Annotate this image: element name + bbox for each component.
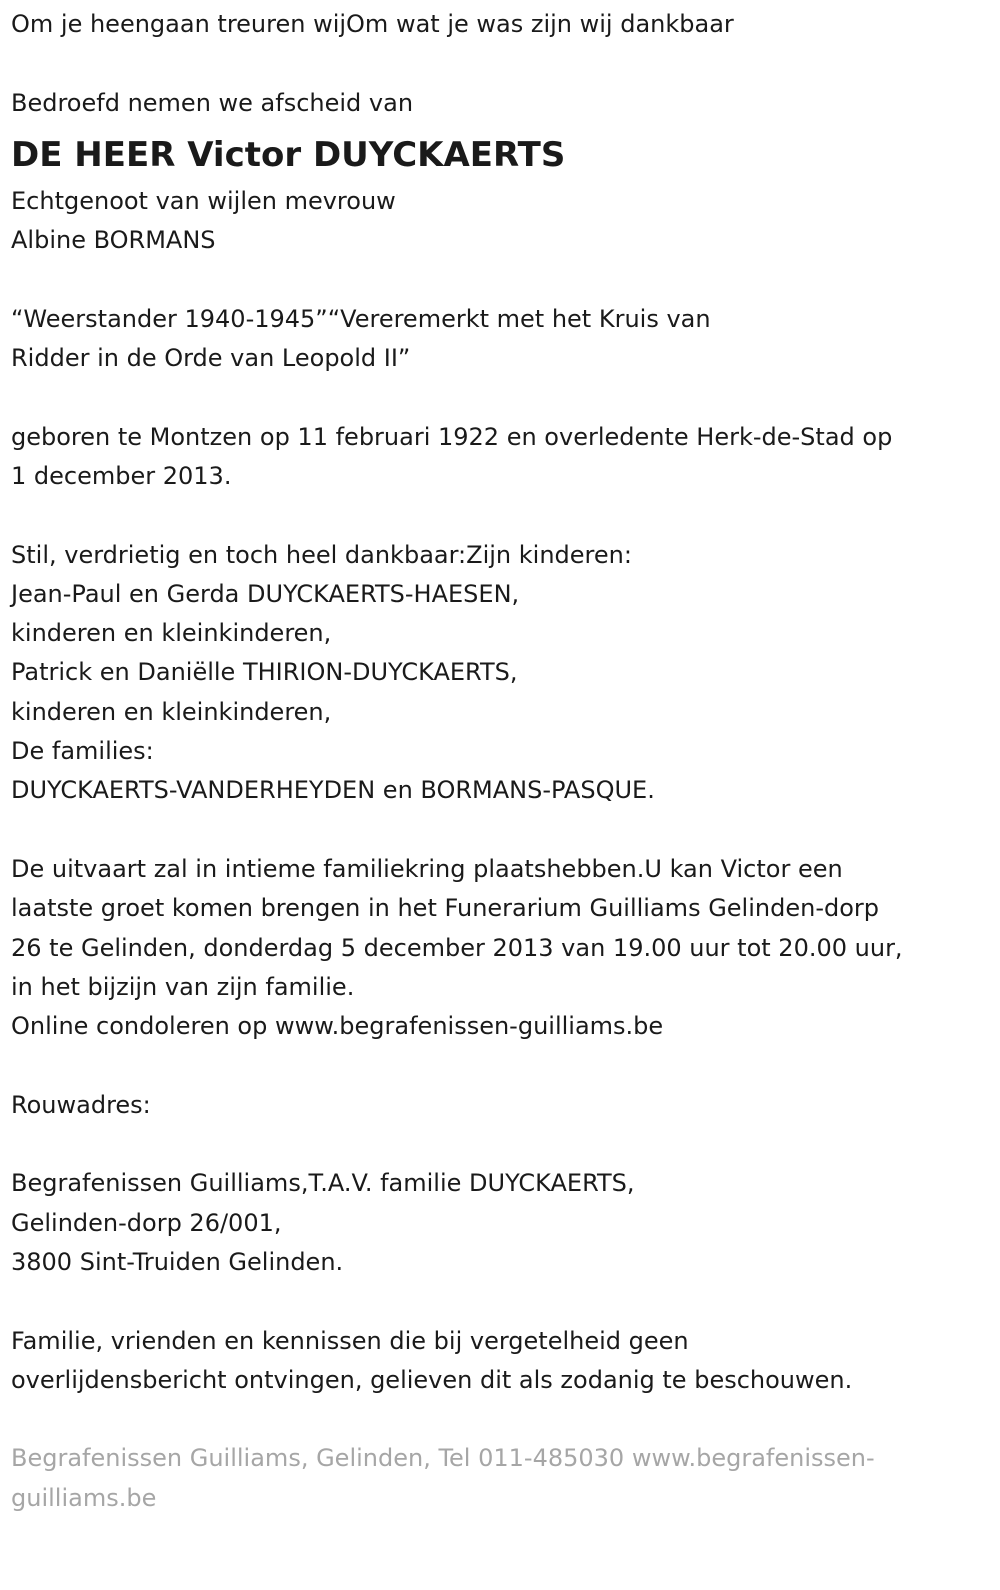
family-line: Jean-Paul en Gerda DUYCKAERTS-HAESEN, <box>11 579 520 608</box>
notice-line: overlijdensbericht ontvingen, gelieven dit als zodanig te beschouwen. <box>11 1365 853 1394</box>
address-line: Begrafenissen Guilliams,T.A.V. familie DUYCKAERTS, <box>11 1169 635 1198</box>
family-line: kinderen en kleinkinderen, <box>11 697 332 726</box>
deceased-name: DE HEER Victor DUYCKAERTS <box>11 134 566 175</box>
notice-line: Familie, vrienden en kennissen die bij vergetelheid geen <box>11 1326 689 1355</box>
spacer <box>11 378 990 417</box>
spacer <box>11 44 990 83</box>
family-line: De families: <box>11 737 154 766</box>
funeral-line: De uitvaart zal in intieme familiekring plaatshebben.U kan Victor een <box>11 854 843 883</box>
honours-line: “Weerstander 1940-1945”“Vereremerkt met het Kruis van <box>11 304 711 333</box>
honours-line: Ridder in de Orde van Leopold II” <box>11 344 411 373</box>
spacer <box>11 1125 990 1164</box>
funeral-line: laatste groet komen brengen in het Funerarium Guilliams Gelinden-dorp <box>11 894 879 923</box>
family-line: Patrick en Daniëlle THIRION-DUYCKAERTS, <box>11 658 518 687</box>
family-line: Stil, verdrietig en toch heel dankbaar:Zijn kinderen: <box>11 540 632 569</box>
motto-text: Om je heengaan treuren wijOm wat je was zijn wij dankbaar <box>11 10 734 38</box>
family-line: DUYCKAERTS-VANDERHEYDEN en BORMANS-PASQUE. <box>11 776 655 805</box>
funeral-line: in het bijzijn van zijn familie. <box>11 972 355 1001</box>
spacer <box>11 1282 990 1321</box>
address-section <box>11 1164 990 1282</box>
undertaker-footer <box>11 1439 990 1518</box>
footer-line: guilliams.be <box>11 1483 157 1512</box>
footer-line: Begrafenissen Guilliams, Gelinden, Tel 011-485030 www.begrafenissen- <box>11 1444 875 1473</box>
condolence-line: Online condoleren op www.begrafenissen-guilliams.be <box>11 1012 664 1041</box>
birth-death-line: geboren te Montzen op 11 februari 1922 en overledente Herk-de-Stad op <box>11 422 893 451</box>
birth-death-line: 1 december 2013. <box>11 461 232 490</box>
address-line: Gelinden-dorp 26/001, <box>11 1208 282 1237</box>
family-line: kinderen en kleinkinderen, <box>11 619 332 648</box>
spacer <box>11 1046 990 1085</box>
spacer <box>11 260 990 299</box>
farewell-text: Bedroefd nemen we afscheid van <box>11 88 414 117</box>
spacer <box>11 496 990 535</box>
spacer <box>11 1400 990 1439</box>
spacer <box>11 811 990 850</box>
address-heading: Rouwadres: <box>11 1090 151 1119</box>
funeral-section <box>11 850 990 1046</box>
spouse-line: Echtgenoot van wijlen mevrouw <box>11 186 396 215</box>
address-line: 3800 Sint-Truiden Gelinden. <box>11 1247 344 1276</box>
funeral-line: 26 te Gelinden, donderdag 5 december 2013 van 19.00 uur tot 20.00 uur, <box>11 933 903 962</box>
family-section <box>11 536 990 811</box>
spouse-name: Albine BORMANS <box>11 226 216 255</box>
